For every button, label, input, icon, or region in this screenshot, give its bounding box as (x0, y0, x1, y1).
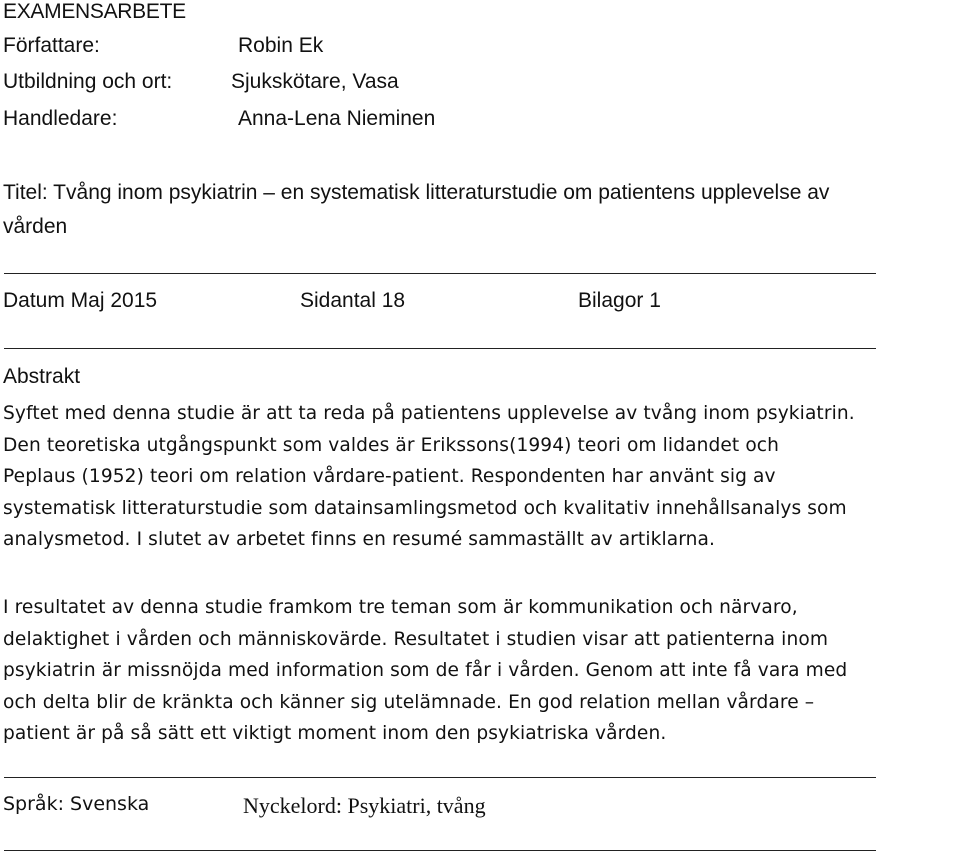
divider (4, 348, 876, 349)
paragraph-line: systematisk litteraturstudie som datainsamlingsmetod och kvalitativ innehållsanalys som (3, 497, 847, 519)
thesis-title-line: vården (3, 215, 68, 238)
paragraph-line: och delta blir de kränkta och känner sig utelämnade. En god relation mellan vårdare – (3, 691, 815, 713)
document-info-row (3, 289, 958, 319)
author-label: Författare: (3, 34, 100, 57)
date-text: Datum Maj 2015 (3, 289, 158, 312)
language-keywords-row (3, 793, 958, 825)
appendix-count-text: Bilagor 1 (578, 289, 661, 312)
divider (4, 850, 876, 851)
supervisor-label: Handledare: (3, 107, 118, 130)
paragraph-line: psykiatrin är missnöjda med information som de får i vården. Genom att inte få vara med (3, 660, 848, 681)
document-heading: EXAMENSARBETE (3, 0, 186, 23)
abstract-heading: Abstrakt (3, 365, 81, 388)
divider (4, 777, 876, 778)
divider (4, 273, 876, 274)
paragraph-line: Syftet med denna studie är att ta reda på patientens upplevelse av tvång inom psykiatrin. (3, 403, 855, 424)
paragraph-line: I resultatet av denna studie framkom tre teman som är kommunikation och närvaro, (3, 597, 798, 618)
supervisor-value: Anna-Lena Nieminen (238, 107, 436, 130)
education-value: Sjukskötare, Vasa (231, 70, 399, 93)
abstract-paragraph (3, 592, 958, 750)
paragraph-line: analysmetod. I slutet av arbetet finns en resumé sammaställt av artiklarna. (3, 529, 716, 550)
thesis-title (3, 176, 958, 244)
thesis-title-line: Titel: Tvång inom psykiatrin – en systematisk litteraturstudie om patientens upplevelse av (3, 181, 830, 204)
paragraph-line: Den teoretiska utgångspunkt som valdes är Erikssons(1994) teori om lidandet och (3, 434, 779, 456)
page-count-text: Sidantal 18 (300, 289, 406, 312)
keywords-text: Nyckelord: Psykiatri, tvång (243, 793, 486, 818)
abstract-paragraph (3, 398, 958, 556)
author-value: Robin Ek (238, 34, 324, 57)
paragraph-line: delaktighet i vården och människovärde. Resultatet i studien visar att patienterna inom (3, 628, 829, 650)
education-label: Utbildning och ort: (3, 70, 173, 93)
paragraph-line: patient är på så sätt ett viktigt moment inom den psykiatriska vården. (3, 723, 667, 744)
language-text: Språk: Svenska (3, 793, 150, 815)
paragraph-line: Peplaus (1952) teori om relation vårdare-patient. Respondenten har använt sig av (3, 466, 776, 487)
